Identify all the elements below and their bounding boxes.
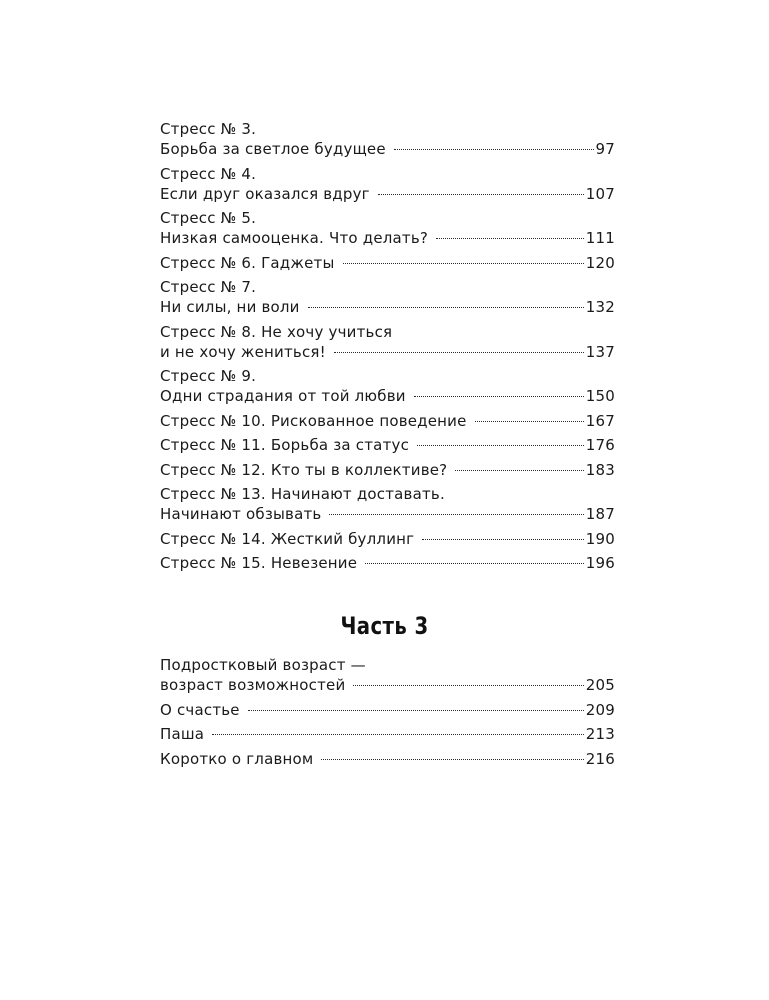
toc-entry-row [160, 435, 615, 455]
toc-entry-title-line: Стресс № 5. [160, 209, 257, 227]
toc-entry-title-line: Стресс № 3. [160, 120, 257, 138]
toc-entry-row [160, 184, 615, 204]
toc-entry-page-number: 167 [585, 411, 615, 430]
toc-entry-page-number: 120 [585, 253, 615, 272]
dot-leader [248, 710, 584, 711]
toc-entry [160, 435, 615, 455]
toc-entry-title: Коротко о главном [160, 749, 314, 768]
toc-entry-title: возраст возможностей [160, 676, 346, 694]
dot-leader [353, 685, 583, 686]
toc-entry-row [160, 749, 615, 769]
toc-entry [160, 529, 615, 549]
toc-entry-row [160, 342, 615, 362]
toc-entry-page-number: 97 [595, 140, 615, 158]
toc-entry-row [160, 297, 615, 317]
toc-entry-title: О счастье [160, 700, 240, 719]
toc-entry [160, 164, 615, 204]
toc-entry-page-number: 176 [585, 436, 615, 454]
toc-entry-row [160, 139, 615, 159]
toc-entry-page-number: 216 [585, 749, 615, 768]
toc-entry-title: Борьба за светлое будущее [160, 140, 386, 158]
toc-entry [160, 119, 615, 159]
toc-entry-page-number: 150 [585, 387, 615, 405]
toc-entry [160, 700, 615, 720]
toc-entry-title: Стресс № 6. Гаджеты [160, 253, 335, 272]
toc-entry-title-line: Стресс № 8. Не хочу учиться [160, 322, 393, 341]
dot-leader [212, 734, 584, 735]
toc-entry-title: Одни страдания от той любви [160, 387, 406, 405]
toc-entry-row [160, 724, 615, 744]
toc-entry-title: Низкая самооценка. Что делать? [160, 229, 429, 247]
toc-entry-row [160, 253, 615, 273]
toc-entry-row [160, 529, 615, 549]
toc-entry-page-number: 187 [585, 505, 615, 523]
toc-entry [160, 411, 615, 431]
toc-entry-page-number: 137 [585, 342, 615, 361]
toc-entry [160, 253, 615, 273]
toc-entry-row [160, 460, 615, 480]
toc-entry-row [160, 553, 615, 573]
toc-entry-title-line: Подростковый возраст — [160, 656, 366, 674]
dot-leader [329, 514, 583, 515]
toc-entry-row [160, 504, 615, 524]
toc-entry-title: Стресс № 12. Кто ты в коллективе? [160, 460, 448, 479]
toc-entry-title-line: Стресс № 13. Начинают доставать. [160, 485, 445, 503]
toc-entry-title: Начинают обзывать [160, 505, 322, 523]
toc-list-part-2 [160, 119, 615, 578]
toc-entry [160, 655, 615, 695]
toc-entry-title: Паша [160, 725, 205, 743]
dot-leader [343, 263, 584, 264]
dot-leader [308, 307, 584, 308]
toc-entry-row [160, 700, 615, 720]
toc-entry-title: Стресс № 10. Рискованное поведение [160, 411, 467, 430]
toc-entry [160, 322, 615, 362]
toc-entry-title-line: Стресс № 7. [160, 278, 257, 296]
toc-entry-page-number: 209 [585, 700, 615, 719]
toc-entry-row [160, 386, 615, 406]
toc-entry-title: Стресс № 11. Борьба за статус [160, 436, 410, 454]
toc-entry [160, 553, 615, 573]
toc-entry-title-line: Стресс № 4. [160, 164, 257, 183]
toc-entry-page-number: 196 [585, 554, 615, 572]
toc-entry [160, 749, 615, 769]
part-3-heading: Часть 3 [340, 612, 429, 640]
toc-entry-page-number: 183 [585, 460, 615, 479]
toc-entry-title: Ни силы, ни воли [160, 298, 300, 316]
toc-entry [160, 277, 615, 317]
toc-entry-page-number: 107 [585, 184, 615, 203]
toc-entry [160, 724, 615, 744]
dot-leader [321, 759, 583, 760]
toc-entry-page-number: 213 [585, 725, 615, 743]
dot-leader [365, 563, 584, 564]
toc-entry-row [160, 228, 615, 248]
toc-entry-title: Если друг оказался вдруг [160, 184, 370, 203]
dot-leader [475, 421, 584, 422]
toc-entry-title-line: Стресс № 9. [160, 367, 257, 385]
toc-entry [160, 484, 615, 524]
toc-entry-page-number: 190 [585, 529, 615, 548]
toc-entry-page-number: 205 [585, 676, 615, 694]
dot-leader [436, 238, 584, 239]
dot-leader [394, 149, 594, 150]
toc-entry-title: и не хочу жениться! [160, 342, 326, 361]
dot-leader [378, 194, 584, 195]
dot-leader [455, 470, 583, 471]
toc-list-part-3 [160, 655, 615, 773]
toc-entry-page-number: 132 [585, 298, 615, 316]
toc-entry [160, 366, 615, 406]
toc-entry [160, 460, 615, 480]
toc-entry-row [160, 675, 615, 695]
toc-entry-page-number: 111 [585, 229, 615, 247]
toc-entry-row [160, 411, 615, 431]
toc-entry [160, 208, 615, 248]
dot-leader [334, 352, 584, 353]
dot-leader [417, 445, 584, 446]
toc-entry-title: Стресс № 14. Жесткий буллинг [160, 529, 415, 548]
dot-leader [422, 539, 584, 540]
dot-leader [414, 396, 584, 397]
toc-entry-title: Стресс № 15. Невезение [160, 554, 358, 572]
